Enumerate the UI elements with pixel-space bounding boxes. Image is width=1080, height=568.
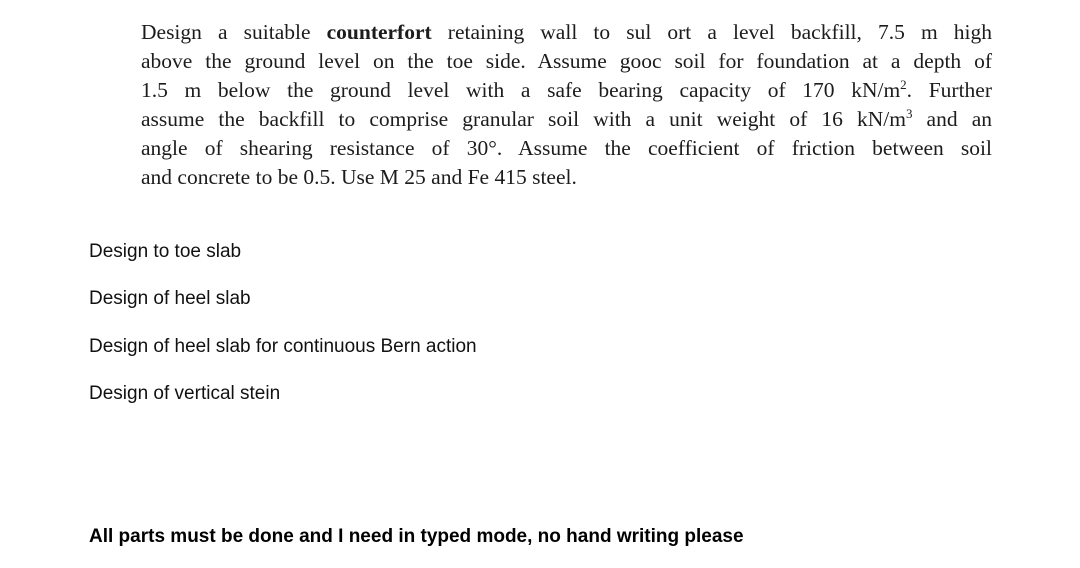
problem-bold-term: counterfort	[326, 20, 432, 44]
task-item-heel-slab: Design of heel slab	[89, 288, 251, 309]
closing-note: All parts must be done and I need in typed mode, no hand writing please	[89, 526, 744, 547]
problem-text: assume the backfill to comprise granular soil with a unit weight of 16 kN/m	[141, 107, 906, 131]
problem-text: Design a suitable	[141, 20, 327, 44]
superscript: 2	[900, 77, 907, 92]
problem-line-1	[141, 18, 992, 47]
problem-text: retaining wall to sul ort a level backfill, 7.5 m high	[431, 20, 992, 44]
task-item-toe-slab: Design to toe slab	[89, 241, 242, 262]
task-item-vertical-stem: Design of vertical stein	[89, 383, 281, 404]
problem-statement	[141, 18, 992, 192]
problem-line-2: above the ground level on the toe side. Assume gooc soil for foundation at a depth of	[141, 49, 992, 73]
problem-text: and an	[912, 107, 993, 131]
superscript: 3	[905, 106, 913, 121]
task-item-heel-slab-continuous: Design of heel slab for continuous Bern action	[89, 336, 477, 357]
problem-line-6: and concrete to be 0.5. Use M 25 and Fe 415 steel.	[141, 165, 577, 189]
problem-text: 1.5 m below the ground level with a safe bearing capacity of 170 kN/m	[141, 78, 901, 102]
problem-line-4	[141, 105, 992, 134]
problem-text: . Further	[906, 78, 992, 102]
problem-line-5: angle of shearing resistance of 30°. Assume the coefficient of friction between soil	[141, 136, 992, 160]
problem-line-3	[141, 76, 992, 105]
